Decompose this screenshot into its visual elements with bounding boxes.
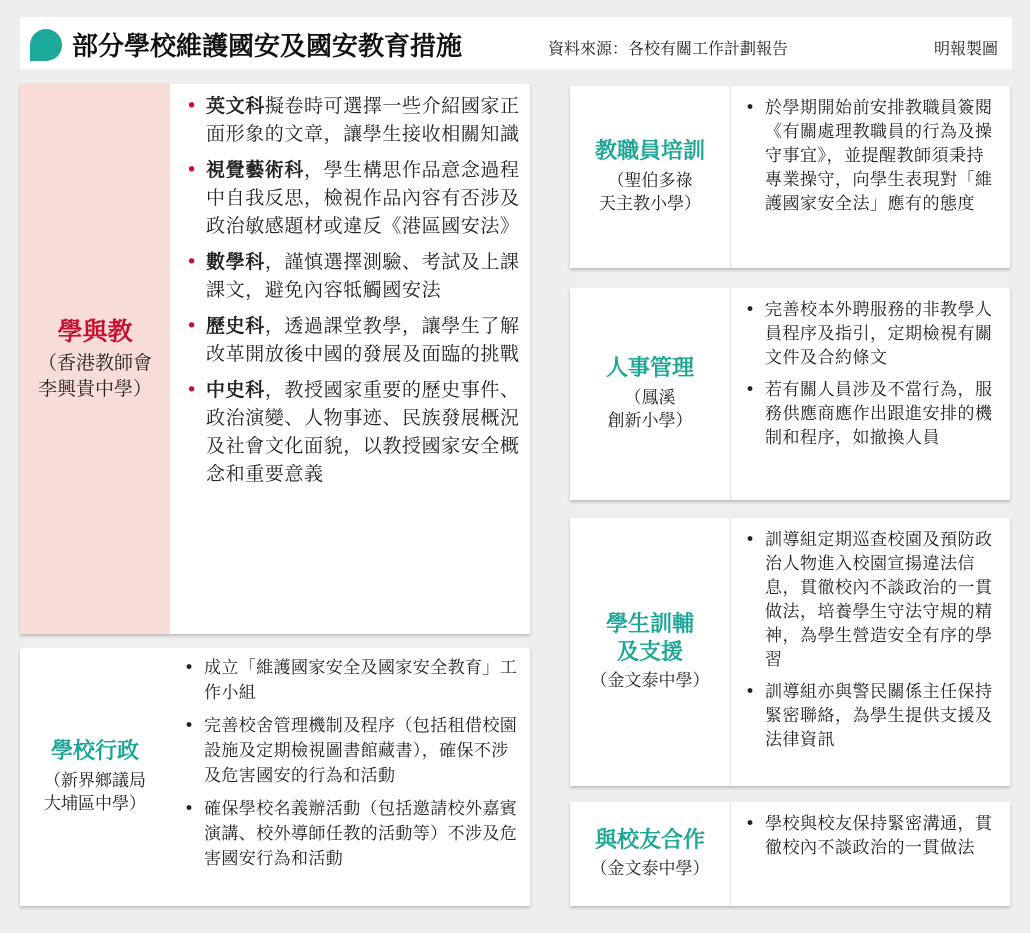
list-item xyxy=(182,92,520,148)
header-bar xyxy=(20,17,1012,69)
card-school: （金文泰中學） xyxy=(590,671,710,692)
list-item: • 於學期開始前安排教職員簽閱《有關處理教職員的行為及操守事宜》，並提醒教師須秉持專業操守，向學生表現對「維護國家安全法」應有的態度 xyxy=(741,96,1000,216)
card-body xyxy=(730,518,1010,786)
subject-name: 歷史科 xyxy=(206,315,265,337)
card-school: （聖伯多祿 天主教小學） xyxy=(599,170,701,214)
card-label xyxy=(570,802,730,906)
subject-name: 英文科 xyxy=(206,95,265,117)
card-school: （鳳溪 創新小學） xyxy=(607,387,693,431)
card-title: 學與教 xyxy=(57,316,133,346)
card-body xyxy=(170,648,530,906)
list-item: • 完善校本外聘服務的非教學人員程序及指引，定期檢視有關文件及合約條文 xyxy=(741,298,1000,370)
card-teaching xyxy=(20,84,530,634)
card-title: 學校行政 xyxy=(50,739,139,765)
card-student-guidance xyxy=(570,518,1010,786)
subject-name: 視覺藝術科 xyxy=(206,159,305,181)
card-label xyxy=(20,648,170,906)
item-text: ，學生構思作品意念過程中自我反思，檢視作品內容有否涉及政治敏感題材或違反《港區國安法》 xyxy=(206,159,520,237)
card-title: 教職員培訓 xyxy=(594,139,705,165)
list-item: • 學校與校友保持緊密溝通，貫徹校內不談政治的一貫做法 xyxy=(741,812,1000,860)
page-title: 部分學校維護國安及國安教育措施 xyxy=(72,32,463,62)
list-item: • 確保學校名義辦活動（包括邀請校外嘉賓演講、校外導師任教的活動等）不涉及危害國安行為和活動 xyxy=(180,797,520,872)
card-label xyxy=(570,518,730,786)
card-body xyxy=(730,288,1010,500)
subject-name: 數學科 xyxy=(206,251,265,273)
card-title: 人事管理 xyxy=(605,356,694,382)
card-school: （香港教師會 李興貴中學） xyxy=(37,351,152,400)
list-item: • 訓導組亦與警民關係主任保持緊密聯絡，為學生提供支援及法律資訊 xyxy=(741,680,1000,752)
card-label xyxy=(20,84,170,634)
card-school-admin xyxy=(20,648,530,906)
card-staff-training xyxy=(570,86,1010,268)
card-body xyxy=(730,86,1010,268)
measure-list xyxy=(741,96,1000,216)
subject-name: 中史科 xyxy=(206,379,265,401)
measure-list xyxy=(741,528,1000,752)
card-school: （新界鄉議局 大埔區中學） xyxy=(44,770,146,814)
measure-list xyxy=(741,812,1000,860)
measure-list xyxy=(182,92,520,488)
list-item xyxy=(182,312,520,368)
list-item: • 成立「維護國家安全及國家安全教育」工作小組 xyxy=(180,656,520,706)
graphic-credit: 明報製圖 xyxy=(933,39,998,58)
card-label xyxy=(570,86,730,268)
card-label xyxy=(570,288,730,500)
card-personnel-management xyxy=(570,288,1010,500)
list-item xyxy=(182,376,520,488)
source-note: 資料來源：各校有關工作計劃報告 xyxy=(548,39,789,58)
list-item: • 訓導組定期巡查校園及預防政治人物進入校園宣揚違法信息，貫徹校內不談政治的一貫做法，培養學生守法守規的精神，為學生營造安全有序的學習 xyxy=(741,528,1000,672)
card-title: 與校友合作 xyxy=(594,827,705,853)
card-body xyxy=(730,802,1010,906)
measure-list xyxy=(180,656,520,872)
list-item xyxy=(182,248,520,304)
card-body xyxy=(170,84,530,634)
card-school: （金文泰中學） xyxy=(590,859,710,880)
item-text: ，謹慎選擇測驗、考試及上課課文，避免內容牴觸國安法 xyxy=(206,251,520,301)
measure-list xyxy=(741,298,1000,450)
list-item: • 若有關人員涉及不當行為，服務供應商應作出跟進安排的機制和程序，如撤換人員 xyxy=(741,378,1000,450)
card-title: 學生訓輔 及支援 xyxy=(605,612,694,665)
list-item xyxy=(182,156,520,240)
list-item: • 完善校舍管理機制及程序（包括租借校園設施及定期檢視圖書館藏書），確保不涉及危害國安的行為和活動 xyxy=(180,714,520,789)
item-text: ，透過課堂教學，讓學生了解改革開放後中國的發展及面臨的挑戰 xyxy=(206,315,520,365)
item-text: 擬卷時可選擇一些介紹國家正面形象的文章，讓學生接收相關知識 xyxy=(206,95,520,145)
speech-bubble-icon xyxy=(30,29,62,61)
item-text: ，教授國家重要的歷史事件、政治演變、人物事迹、民族發展概況及社會文化面貌，以教授國家安全概念和重要意義 xyxy=(206,379,520,485)
card-alumni-cooperation xyxy=(570,802,1010,906)
